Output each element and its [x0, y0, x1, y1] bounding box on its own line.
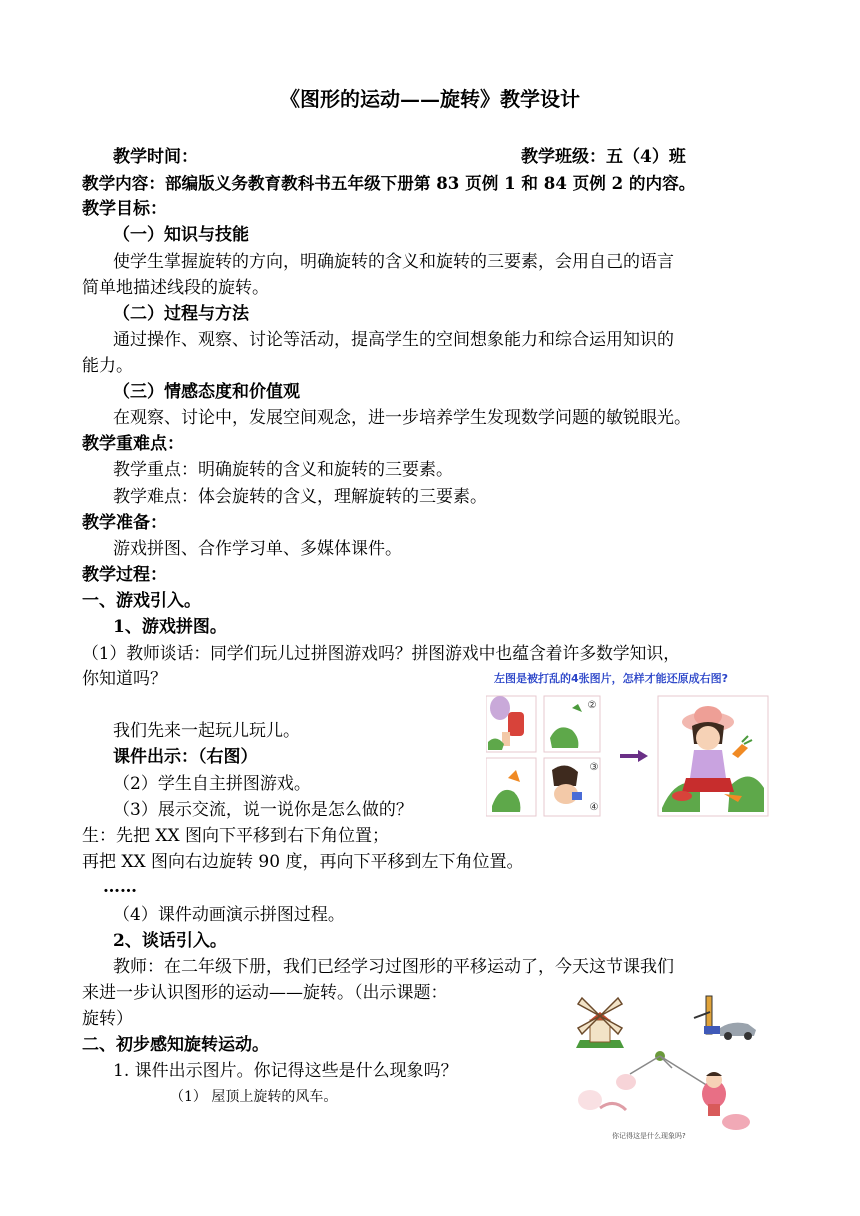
section-2-heading: 二、初步感知旋转运动。 [82, 1035, 269, 1055]
teacher-line-1: 教师：在二年级下册，我们已经学习过图形的平移运动了，今天这节课我们 [113, 957, 674, 977]
emotion-heading: （三）情感态度和价值观 [113, 382, 300, 402]
prep-text: 游戏拼图、合作学习单、多媒体课件。 [113, 539, 402, 559]
ellipsis: …… [103, 877, 137, 897]
section-2-1-a: （1） 屋顶上旋转的风车。 [170, 1089, 338, 1105]
process-method-heading: （二）过程与方法 [113, 304, 249, 324]
keypoints-heading: 教学重难点： [82, 434, 184, 454]
rotation-figure [560, 990, 782, 1146]
goals-heading: 教学目标： [82, 199, 167, 219]
step-3: （3）展示交流，说一说你是怎么做的？ [113, 800, 413, 820]
step-1-line-a: （1）教师谈话：同学们玩儿过拼图游戏吗？拼图游戏中也蕴含着许多数学知识， [82, 643, 681, 663]
step-2: （2）学生自主拼图游戏。 [113, 774, 311, 794]
rotation-caption: 你记得这是什么现象吗? [612, 1132, 686, 1140]
step-1-line-c: 我们先来一起玩儿玩儿。 [113, 721, 300, 741]
teaching-content: 教学内容：部编版义务教育教科书五年级下册第 83 页例 1 和 84 页例 2 的内容。 [82, 173, 696, 193]
knowledge-heading: （一）知识与技能 [113, 225, 249, 245]
student-answer-2: 再把 XX 图向右边旋转 90 度，再向下平移到左下角位置。 [82, 852, 524, 872]
keypoint-focus: 教学重点：明确旋转的含义和旋转的三要素。 [113, 460, 453, 480]
section-1-1-heading: 1、游戏拼图。 [113, 617, 227, 637]
puzzle-tile-number-4: ④ [589, 802, 599, 813]
puzzle-tile-number-3: ③ [589, 762, 599, 773]
swing-child-icon [616, 1074, 636, 1090]
section-1-2-heading: 2、谈话引入。 [113, 931, 227, 951]
emotion-line-1: 在观察、讨论中，发展空间观念，进一步培养学生发现数学问题的敏锐眼光。 [113, 408, 691, 428]
rotation-illustration [560, 990, 782, 1146]
prep-heading: 教学准备： [82, 513, 167, 533]
puzzle-tile-number-2: ② [587, 700, 597, 711]
step-4: （4）课件动画演示拼图过程。 [113, 905, 345, 925]
knowledge-line-2: 简单地描述线段的旋转。 [82, 278, 269, 298]
teacher-line-3: 旋转） [82, 1009, 133, 1029]
keypoint-difficulty: 教学难点：体会旋转的含义，理解旋转的三要素。 [113, 487, 487, 507]
section-1-heading: 一、游戏引入。 [82, 591, 201, 611]
teaching-class-label: 教学班级：五（4）班 [521, 147, 686, 167]
step-1-line-b: 你知道吗？ [82, 669, 167, 689]
puzzle-caption: 左图是被打乱的4张图片，怎样才能还原成右图? [494, 672, 729, 685]
section-2-1: 1. 课件出示图片。你记得这些是什么现象吗？ [113, 1061, 458, 1081]
knowledge-line-1: 使学生掌握旋转的方向，明确旋转的含义和旋转的三要素，会用自己的语言 [113, 252, 674, 272]
document-title: 《图形的运动——旋转》教学设计 [280, 87, 580, 111]
puzzle-illustration [486, 668, 776, 820]
teacher-line-2: 来进一步认识图形的运动——旋转。（出示课题： [82, 983, 448, 1003]
process-method-line-2: 能力。 [82, 356, 133, 376]
student-answer-1: 生：先把 XX 图向下平移到右下角位置； [82, 826, 390, 846]
process-heading: 教学过程： [82, 565, 167, 585]
teaching-time-label: 教学时间： [113, 147, 198, 167]
puzzle-figure [486, 668, 776, 820]
process-method-line-1: 通过操作、观察、讨论等活动，提高学生的空间想象能力和综合运用知识的 [113, 330, 674, 350]
courseware-label: 课件出示：（右图） [113, 747, 258, 767]
